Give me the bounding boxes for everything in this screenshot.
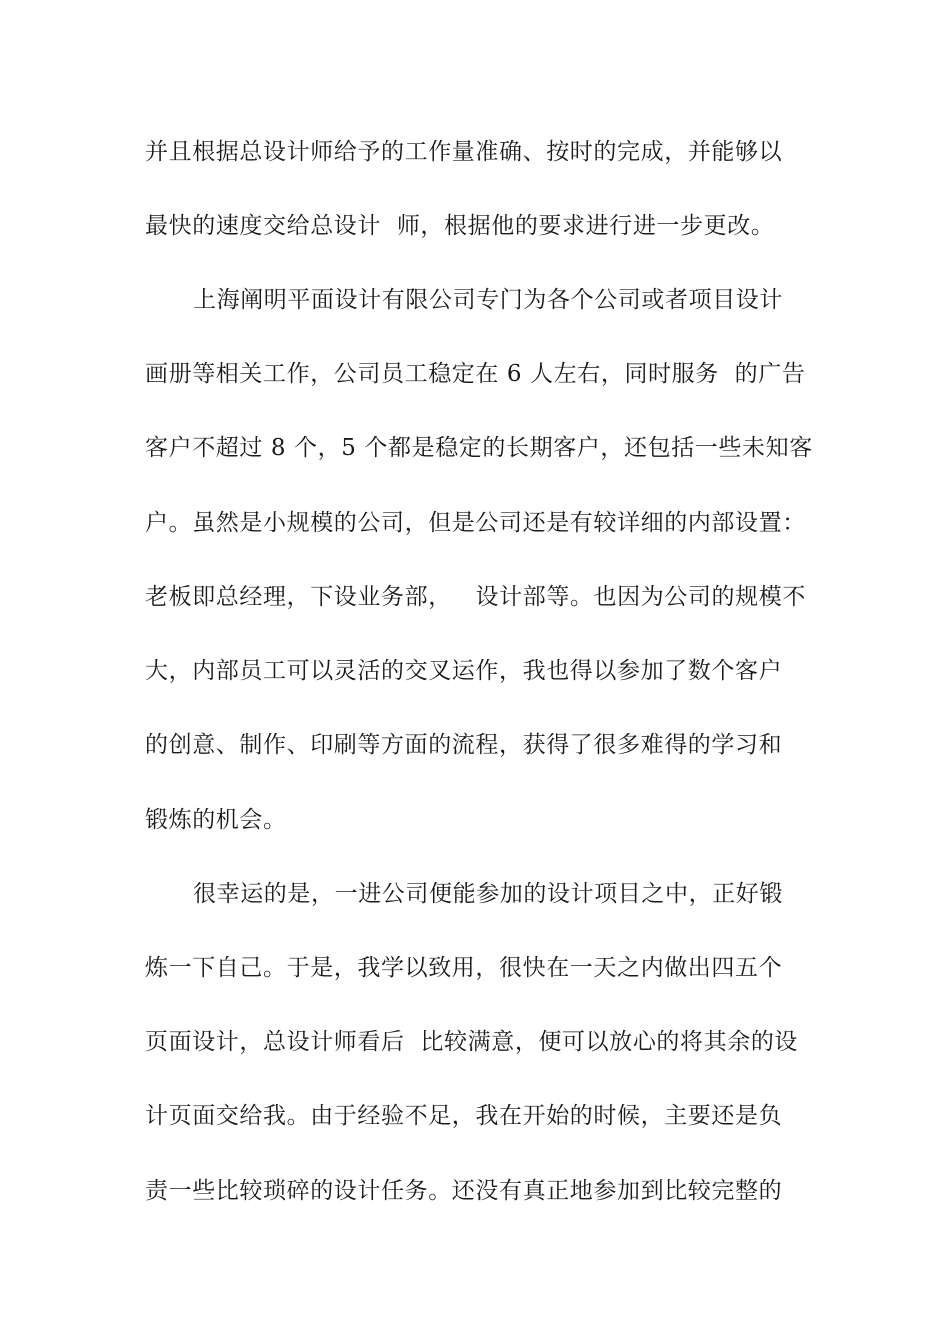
text-line: 的创意、制作、印刷等方面的流程，获得了很多难得的学习和 [145, 732, 783, 758]
paragraph-start-line: 上海阐明平面设计有限公司专门为各个公司或者项目设计 [193, 287, 783, 313]
text-line: 画册等相关工作，公司员工稳定在 6 人左右，同时服务 的广告 [145, 361, 806, 387]
text-line: 炼一下自己。于是，我学以致用，很快在一天之内做出四五个 [145, 955, 783, 981]
text-line: 最快的速度交给总设计 师，根据他的要求进行进一步更改。 [145, 213, 775, 239]
text-line: 计页面交给我。由于经验不足，我在开始的时候，主要还是负 [145, 1103, 783, 1129]
text-line: 大，内部员工可以灵活的交叉运作，我也得以参加了数个客户 [145, 658, 783, 684]
text-line: 并且根据总设计师给予的工作量准确、按时的完成，并能够以 [145, 139, 783, 165]
text-line: 锻炼的机会。 [145, 807, 287, 833]
text-line: 老板即总经理，下设业务部， 设计部等。也因为公司的规模不 [145, 584, 806, 610]
text-line: 户。虽然是小规模的公司，但是公司还是有较详细的内部设置： [145, 510, 806, 536]
paragraph-start-line: 很幸运的是，一进公司便能参加的设计项目之中，正好锻 [193, 881, 783, 907]
text-line: 客户不超过 8 个，5 个都是稳定的长期客户，还包括一些未知客 [145, 435, 813, 461]
text-line: 责一些比较琐碎的设计任务。还没有真正地参加到比较完整的 [145, 1178, 783, 1204]
text-line: 页面设计，总设计师看后 比较满意，便可以放心的将其余的设 [145, 1029, 799, 1055]
